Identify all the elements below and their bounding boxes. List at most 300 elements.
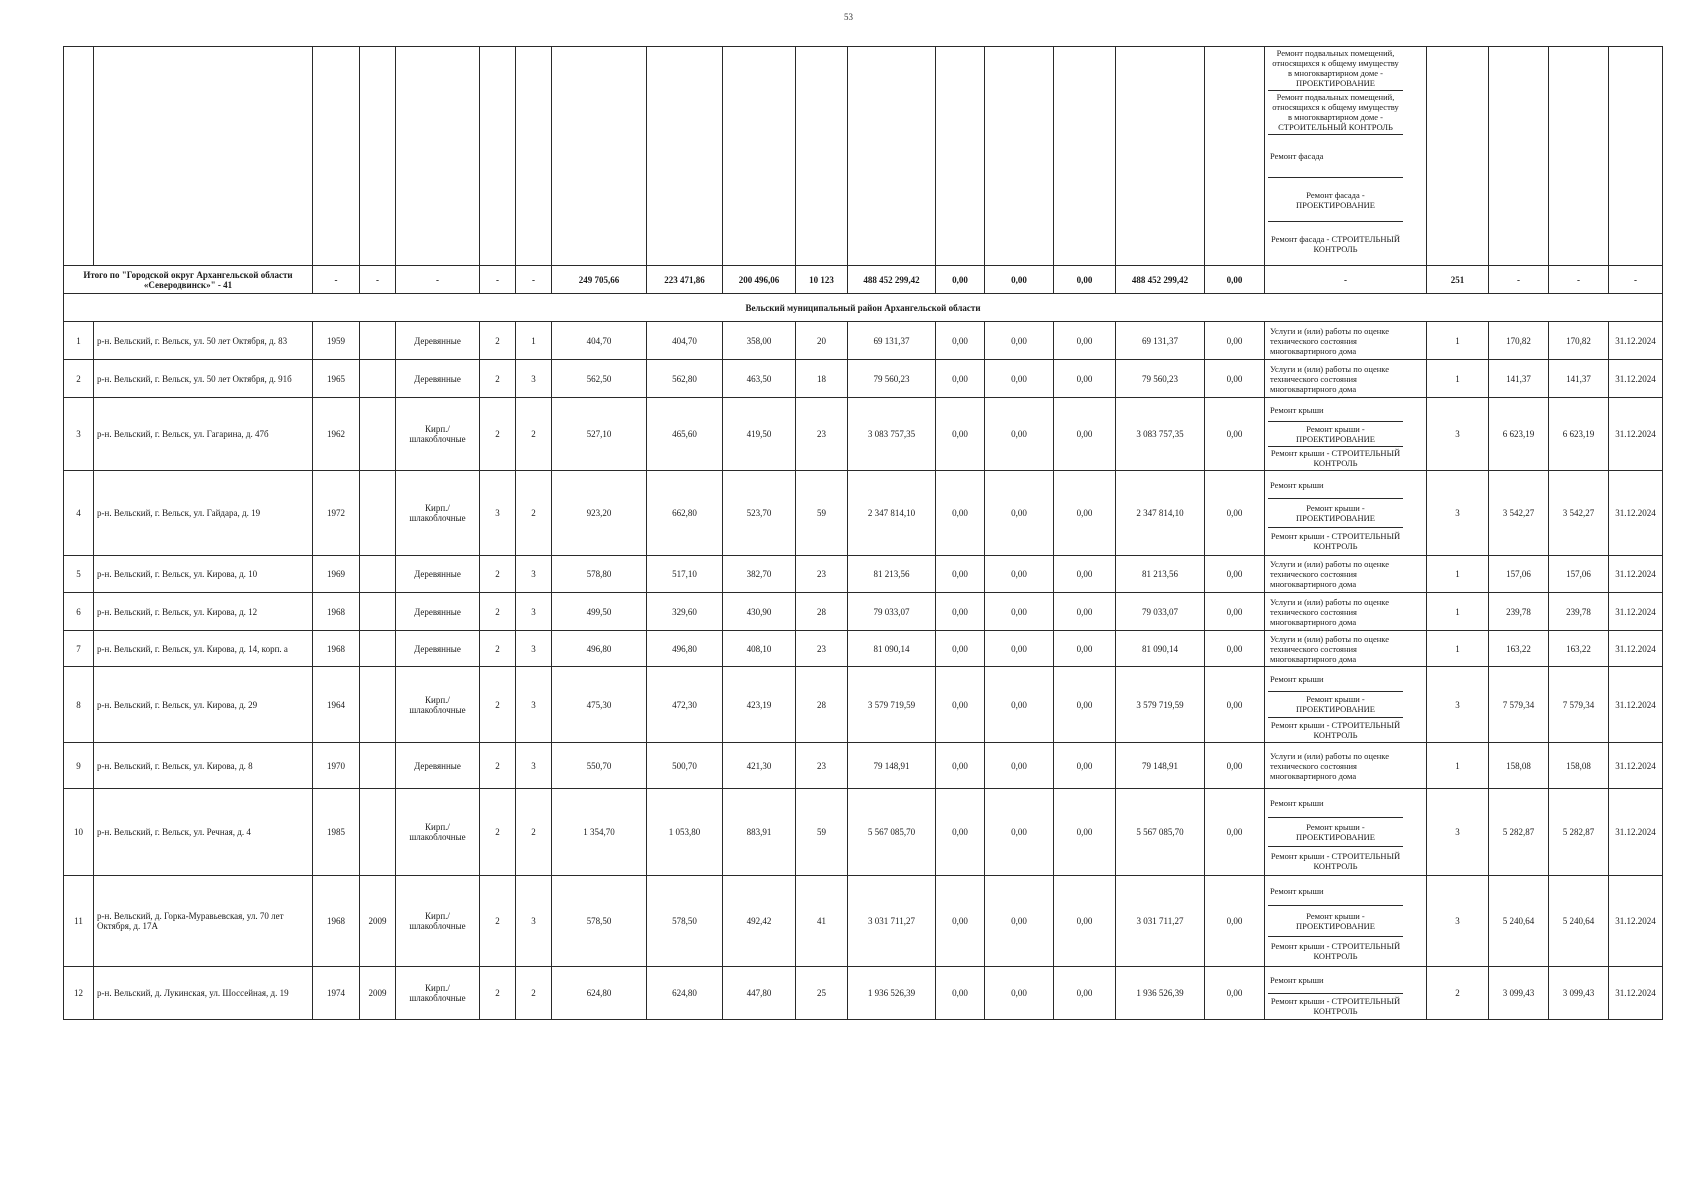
row-number: 2: [64, 360, 94, 398]
table-row: [64, 593, 1663, 631]
total-dash: -: [396, 266, 480, 294]
fund-regional: 0,00: [985, 631, 1054, 667]
row-number: 12: [64, 967, 94, 1020]
owners-funds: 81 213,56: [1116, 556, 1205, 593]
residents: 23: [796, 743, 848, 789]
residential-area: 447,80: [723, 967, 796, 1020]
unit-cost: 3 542,27: [1489, 471, 1549, 556]
renovation-year: [360, 743, 396, 789]
fund-regional: 0,00: [985, 398, 1054, 471]
unit-cost: 163,22: [1489, 631, 1549, 667]
completion-date: 31.12.2024: [1609, 556, 1663, 593]
address: р-н. Вельский, г. Вельск, ул. 50 лет Октября, д. 91б: [94, 360, 313, 398]
completion-date: 31.12.2024: [1609, 743, 1663, 789]
other-funds: 0,00: [1205, 360, 1265, 398]
repair-register-table: [63, 46, 1663, 1020]
total-cost: 3 083 757,35: [848, 398, 936, 471]
empty-cell: [723, 47, 796, 266]
max-unit-cost: 141,37: [1549, 360, 1609, 398]
work-item: Ремонт крыши: [1268, 398, 1403, 422]
residential-area: 523,70: [723, 471, 796, 556]
unit-cost: 141,37: [1489, 360, 1549, 398]
empty-cell: [1489, 47, 1549, 266]
fund-federal: 0,00: [936, 789, 985, 876]
other-funds: 0,00: [1205, 556, 1265, 593]
total-value: 0,00: [1205, 266, 1265, 294]
table-row: [64, 322, 1663, 360]
total-dash: -: [313, 266, 360, 294]
unit-cost: 170,82: [1489, 322, 1549, 360]
work-item: Ремонт крыши - ПРОЕКТИРОВАНИЕ: [1268, 422, 1403, 446]
works-cell: [1265, 322, 1427, 360]
works-count: 3: [1427, 876, 1489, 967]
work-item: Ремонт крыши - ПРОЕКТИРОВАНИЕ: [1268, 906, 1403, 936]
floors: 2: [480, 789, 516, 876]
owners-funds: 81 090,14: [1116, 631, 1205, 667]
floors: 2: [480, 743, 516, 789]
premises-area: 496,80: [647, 631, 723, 667]
fund-local: 0,00: [1054, 631, 1116, 667]
fund-regional: 0,00: [985, 876, 1054, 967]
fund-federal: 0,00: [936, 667, 985, 743]
residential-area: 492,42: [723, 876, 796, 967]
build-year: 1965: [313, 360, 360, 398]
unit-cost: 158,08: [1489, 743, 1549, 789]
address: р-н. Вельский, д. Лукинская, ул. Шоссейная, д. 19: [94, 967, 313, 1020]
total-area: 562,50: [552, 360, 647, 398]
work-item: Услуги и (или) работы по оценке технического состояния многоквартирного дома: [1270, 750, 1389, 781]
completion-date: 31.12.2024: [1609, 322, 1663, 360]
empty-cell: [985, 47, 1054, 266]
build-year: 1974: [313, 967, 360, 1020]
row-number: 10: [64, 789, 94, 876]
works-count: 1: [1427, 593, 1489, 631]
fund-local: 0,00: [1054, 322, 1116, 360]
total-cost: 69 131,37: [848, 322, 936, 360]
works-cell: [1265, 967, 1427, 1020]
fund-regional: 0,00: [985, 322, 1054, 360]
fund-local: 0,00: [1054, 556, 1116, 593]
total-dash: -: [1265, 266, 1427, 294]
works-count: 3: [1427, 398, 1489, 471]
works-cell: [1265, 593, 1427, 631]
fund-federal: 0,00: [936, 360, 985, 398]
wall-material: Деревянные: [396, 743, 480, 789]
build-year: 1962: [313, 398, 360, 471]
table-row: [64, 471, 1663, 556]
other-funds: 0,00: [1205, 631, 1265, 667]
entrances: 3: [516, 360, 552, 398]
build-year: 1985: [313, 789, 360, 876]
total-dash: -: [1609, 266, 1663, 294]
work-item: Ремонт крыши - СТРОИТЕЛЬНЫЙ КОНТРОЛЬ: [1270, 996, 1401, 1017]
renovation-year: 2009: [360, 967, 396, 1020]
floors: 2: [480, 667, 516, 743]
fund-federal: 0,00: [936, 631, 985, 667]
works-count: 3: [1427, 471, 1489, 556]
entrances: 3: [516, 593, 552, 631]
row-number: 9: [64, 743, 94, 789]
fund-federal: 0,00: [936, 593, 985, 631]
floors: 3: [480, 471, 516, 556]
renovation-year: [360, 667, 396, 743]
residents: 23: [796, 631, 848, 667]
renovation-year: [360, 398, 396, 471]
work-item: Ремонт крыши - ПРОЕКТИРОВАНИЕ: [1268, 692, 1403, 717]
empty-cell: [848, 47, 936, 266]
empty-cell: [1549, 47, 1609, 266]
renovation-year: [360, 471, 396, 556]
unit-cost: 5 240,64: [1489, 876, 1549, 967]
address: р-н. Вельский, г. Вельск, ул. Кирова, д. 10: [94, 556, 313, 593]
works-cell: [1265, 789, 1427, 876]
empty-cell: [360, 47, 396, 266]
residential-area: 430,90: [723, 593, 796, 631]
fund-regional: 0,00: [985, 743, 1054, 789]
wall-material: Деревянные: [396, 556, 480, 593]
fund-regional: 0,00: [985, 593, 1054, 631]
residential-area: 883,91: [723, 789, 796, 876]
fund-federal: 0,00: [936, 967, 985, 1020]
unit-cost: 7 579,34: [1489, 667, 1549, 743]
unit-cost: 239,78: [1489, 593, 1549, 631]
completion-date: 31.12.2024: [1609, 360, 1663, 398]
works-cell: [1265, 876, 1427, 967]
work-item: Услуги и (или) работы по оценке технического состояния многоквартирного дома: [1270, 633, 1389, 664]
residential-area: 421,30: [723, 743, 796, 789]
works-count: 1: [1427, 631, 1489, 667]
fund-federal: 0,00: [936, 471, 985, 556]
residents: 25: [796, 967, 848, 1020]
residents: 59: [796, 789, 848, 876]
premises-area: 500,70: [647, 743, 723, 789]
total-dash: -: [1549, 266, 1609, 294]
empty-cell: [936, 47, 985, 266]
completion-date: 31.12.2024: [1609, 967, 1663, 1020]
entrances: 3: [516, 667, 552, 743]
completion-date: 31.12.2024: [1609, 667, 1663, 743]
total-cost: 5 567 085,70: [848, 789, 936, 876]
table-row: [64, 876, 1663, 967]
completion-date: 31.12.2024: [1609, 876, 1663, 967]
residents: 23: [796, 398, 848, 471]
address: р-н. Вельский, г. Вельск, ул. Речная, д. 4: [94, 789, 313, 876]
residents: 18: [796, 360, 848, 398]
page-number: 53: [844, 12, 853, 22]
max-unit-cost: 3 542,27: [1549, 471, 1609, 556]
empty-cell: [396, 47, 480, 266]
work-item: Ремонт крыши - СТРОИТЕЛЬНЫЙ КОНТРОЛЬ: [1270, 448, 1401, 469]
total-area: 1 354,70: [552, 789, 647, 876]
work-item: Ремонт крыши: [1268, 789, 1403, 818]
fund-local: 0,00: [1054, 471, 1116, 556]
works-count: 3: [1427, 789, 1489, 876]
other-funds: 0,00: [1205, 876, 1265, 967]
works-count: 1: [1427, 743, 1489, 789]
works-cell: [1265, 556, 1427, 593]
residential-area: 358,00: [723, 322, 796, 360]
premises-area: 1 053,80: [647, 789, 723, 876]
works-cell: [1265, 631, 1427, 667]
works-cell: [1265, 360, 1427, 398]
fund-federal: 0,00: [936, 322, 985, 360]
work-item: Ремонт подвальных помещений, относящихся к общему имуществу в многоквартирном доме - ПРОЕКТИРОВАНИЕ: [1268, 47, 1403, 91]
owners-funds: 5 567 085,70: [1116, 789, 1205, 876]
wall-material: Кирп./ шлакоблочные: [396, 471, 480, 556]
build-year: 1970: [313, 743, 360, 789]
works-count: 1: [1427, 360, 1489, 398]
max-unit-cost: 3 099,43: [1549, 967, 1609, 1020]
work-item: Ремонт крыши - ПРОЕКТИРОВАНИЕ: [1268, 499, 1403, 527]
row-number: 11: [64, 876, 94, 967]
total-dash: -: [1489, 266, 1549, 294]
owners-funds: 79 033,07: [1116, 593, 1205, 631]
table-row: [64, 398, 1663, 471]
work-item: Услуги и (или) работы по оценке технического состояния многоквартирного дома: [1270, 363, 1389, 394]
empty-cell: [94, 47, 313, 266]
work-item: Ремонт крыши - ПРОЕКТИРОВАНИЕ: [1268, 818, 1403, 847]
total-area: 550,70: [552, 743, 647, 789]
total-value: 223 471,86: [647, 266, 723, 294]
fund-local: 0,00: [1054, 667, 1116, 743]
entrances: 3: [516, 631, 552, 667]
address: р-н. Вельский, д. Горка-Муравьевская, ул. 70 лет Октября, д. 17А: [94, 876, 313, 967]
renovation-year: [360, 556, 396, 593]
fund-regional: 0,00: [985, 667, 1054, 743]
renovation-year: [360, 360, 396, 398]
total-area: 475,30: [552, 667, 647, 743]
work-item: Ремонт крыши: [1268, 471, 1403, 499]
build-year: 1969: [313, 556, 360, 593]
other-funds: 0,00: [1205, 667, 1265, 743]
address: р-н. Вельский, г. Вельск, ул. Гайдара, д. 19: [94, 471, 313, 556]
row-number: 7: [64, 631, 94, 667]
premises-area: 472,30: [647, 667, 723, 743]
residents: 23: [796, 556, 848, 593]
total-dash: -: [480, 266, 516, 294]
total-area: 527,10: [552, 398, 647, 471]
total-cost: 3 579 719,59: [848, 667, 936, 743]
table-row: [64, 556, 1663, 593]
wall-material: Деревянные: [396, 322, 480, 360]
entrances: 2: [516, 398, 552, 471]
owners-funds: 3 031 711,27: [1116, 876, 1205, 967]
works-cell: [1265, 398, 1427, 471]
fund-regional: 0,00: [985, 789, 1054, 876]
work-item: Ремонт крыши - СТРОИТЕЛЬНЫЙ КОНТРОЛЬ: [1270, 851, 1401, 871]
build-year: 1964: [313, 667, 360, 743]
completion-date: 31.12.2024: [1609, 593, 1663, 631]
floors: 2: [480, 876, 516, 967]
address: р-н. Вельский, г. Вельск, ул. 50 лет Октября, д. 83: [94, 322, 313, 360]
fund-local: 0,00: [1054, 876, 1116, 967]
address: р-н. Вельский, г. Вельск, ул. Кирова, д. 12: [94, 593, 313, 631]
max-unit-cost: 239,78: [1549, 593, 1609, 631]
empty-cell: [552, 47, 647, 266]
works-cell: [1265, 667, 1427, 743]
works-count: 3: [1427, 667, 1489, 743]
work-item: Услуги и (или) работы по оценке технического состояния многоквартирного дома: [1270, 325, 1389, 356]
other-funds: 0,00: [1205, 398, 1265, 471]
premises-area: 562,80: [647, 360, 723, 398]
total-value: 488 452 299,42: [848, 266, 936, 294]
fund-local: 0,00: [1054, 398, 1116, 471]
residential-area: 463,50: [723, 360, 796, 398]
residential-area: 419,50: [723, 398, 796, 471]
fund-local: 0,00: [1054, 360, 1116, 398]
entrances: 3: [516, 556, 552, 593]
empty-cell: [64, 47, 94, 266]
completion-date: 31.12.2024: [1609, 398, 1663, 471]
fund-regional: 0,00: [985, 967, 1054, 1020]
empty-cell: [516, 47, 552, 266]
residents: 28: [796, 593, 848, 631]
fund-local: 0,00: [1054, 593, 1116, 631]
row-number: 3: [64, 398, 94, 471]
total-dash: -: [360, 266, 396, 294]
max-unit-cost: 157,06: [1549, 556, 1609, 593]
premises-area: 662,80: [647, 471, 723, 556]
completion-date: 31.12.2024: [1609, 471, 1663, 556]
row-number: 8: [64, 667, 94, 743]
work-item: Ремонт крыши: [1268, 667, 1403, 692]
entrances: 2: [516, 789, 552, 876]
total-area: 404,70: [552, 322, 647, 360]
renovation-year: [360, 631, 396, 667]
wall-material: Кирп./ шлакоблочные: [396, 789, 480, 876]
total-value: 0,00: [985, 266, 1054, 294]
total-cost: 2 347 814,10: [848, 471, 936, 556]
empty-cell: [1054, 47, 1116, 266]
residential-area: 423,19: [723, 667, 796, 743]
unit-cost: 5 282,87: [1489, 789, 1549, 876]
section-title: Вельский муниципальный район Архангельской области: [64, 294, 1663, 322]
total-cost: 79 560,23: [848, 360, 936, 398]
floors: 2: [480, 322, 516, 360]
works-cell: [1265, 471, 1427, 556]
premises-area: 329,60: [647, 593, 723, 631]
works-cell: [1265, 743, 1427, 789]
floors: 2: [480, 967, 516, 1020]
address: р-н. Вельский, г. Вельск, ул. Кирова, д. 14, корп. а: [94, 631, 313, 667]
total-value: 10 123: [796, 266, 848, 294]
row-number: 1: [64, 322, 94, 360]
wall-material: Кирп./ шлакоблочные: [396, 667, 480, 743]
wall-material: Кирп./ шлакоблочные: [396, 967, 480, 1020]
table-row: [64, 667, 1663, 743]
owners-funds: 69 131,37: [1116, 322, 1205, 360]
other-funds: 0,00: [1205, 967, 1265, 1020]
unit-cost: 6 623,19: [1489, 398, 1549, 471]
build-year: 1972: [313, 471, 360, 556]
work-item: Ремонт крыши - СТРОИТЕЛЬНЫЙ КОНТРОЛЬ: [1270, 719, 1401, 740]
fund-federal: 0,00: [936, 556, 985, 593]
max-unit-cost: 5 282,87: [1549, 789, 1609, 876]
address: р-н. Вельский, г. Вельск, ул. Кирова, д. 29: [94, 667, 313, 743]
total-value: 488 452 299,42: [1116, 266, 1205, 294]
address: р-н. Вельский, г. Вельск, ул. Гагарина, д. 47б: [94, 398, 313, 471]
table-row: [64, 789, 1663, 876]
empty-cell: [647, 47, 723, 266]
total-cost: 79 148,91: [848, 743, 936, 789]
total-cost: 1 936 526,39: [848, 967, 936, 1020]
empty-cell: [1427, 47, 1489, 266]
max-unit-cost: 158,08: [1549, 743, 1609, 789]
entrances: 2: [516, 967, 552, 1020]
row-number: 6: [64, 593, 94, 631]
table-row: [64, 743, 1663, 789]
floors: 2: [480, 360, 516, 398]
total-area: 496,80: [552, 631, 647, 667]
unit-cost: 3 099,43: [1489, 967, 1549, 1020]
floors: 2: [480, 631, 516, 667]
empty-cell: [313, 47, 360, 266]
work-item: Ремонт фасада: [1268, 135, 1403, 179]
other-funds: 0,00: [1205, 789, 1265, 876]
other-funds: 0,00: [1205, 471, 1265, 556]
fund-federal: 0,00: [936, 743, 985, 789]
work-item: Услуги и (или) работы по оценке технического состояния многоквартирного дома: [1270, 596, 1389, 627]
max-unit-cost: 5 240,64: [1549, 876, 1609, 967]
build-year: 1968: [313, 593, 360, 631]
fund-local: 0,00: [1054, 743, 1116, 789]
build-year: 1959: [313, 322, 360, 360]
fund-regional: 0,00: [985, 556, 1054, 593]
empty-cell: [1609, 47, 1663, 266]
row-number: 5: [64, 556, 94, 593]
total-area: 624,80: [552, 967, 647, 1020]
owners-funds: 79 560,23: [1116, 360, 1205, 398]
total-value: 200 496,06: [723, 266, 796, 294]
total-area: 578,80: [552, 556, 647, 593]
renovation-year: [360, 322, 396, 360]
work-item: Ремонт подвальных помещений, относящихся к общему имуществу в многоквартирном доме - СТРОИТЕЛЬНЫЙ КОНТРОЛЬ: [1268, 91, 1403, 135]
works-count: 2: [1427, 967, 1489, 1020]
wall-material: Деревянные: [396, 631, 480, 667]
completion-date: 31.12.2024: [1609, 631, 1663, 667]
fund-regional: 0,00: [985, 471, 1054, 556]
work-item: Ремонт крыши: [1268, 967, 1403, 994]
other-funds: 0,00: [1205, 593, 1265, 631]
total-cost: 79 033,07: [848, 593, 936, 631]
owners-funds: 3 083 757,35: [1116, 398, 1205, 471]
table-row: [64, 631, 1663, 667]
other-funds: 0,00: [1205, 743, 1265, 789]
residential-area: 382,70: [723, 556, 796, 593]
wall-material: Деревянные: [396, 360, 480, 398]
wall-material: Кирп./ шлакоблочные: [396, 398, 480, 471]
fund-federal: 0,00: [936, 398, 985, 471]
premises-area: 517,10: [647, 556, 723, 593]
work-item: Ремонт крыши - СТРОИТЕЛЬНЫЙ КОНТРОЛЬ: [1270, 941, 1401, 962]
section-header-row: [64, 294, 1663, 322]
max-unit-cost: 163,22: [1549, 631, 1609, 667]
works-count: 1: [1427, 556, 1489, 593]
residents: 20: [796, 322, 848, 360]
owners-funds: 3 579 719,59: [1116, 667, 1205, 743]
total-cost: 81 090,14: [848, 631, 936, 667]
total-area: 923,20: [552, 471, 647, 556]
total-area: 499,50: [552, 593, 647, 631]
max-unit-cost: 6 623,19: [1549, 398, 1609, 471]
entrances: 3: [516, 743, 552, 789]
table-row: [64, 360, 1663, 398]
total-value: 0,00: [1054, 266, 1116, 294]
fund-regional: 0,00: [985, 360, 1054, 398]
entrances: 3: [516, 876, 552, 967]
work-item: Ремонт фасада - СТРОИТЕЛЬНЫЙ КОНТРОЛЬ: [1270, 233, 1401, 254]
residents: 41: [796, 876, 848, 967]
